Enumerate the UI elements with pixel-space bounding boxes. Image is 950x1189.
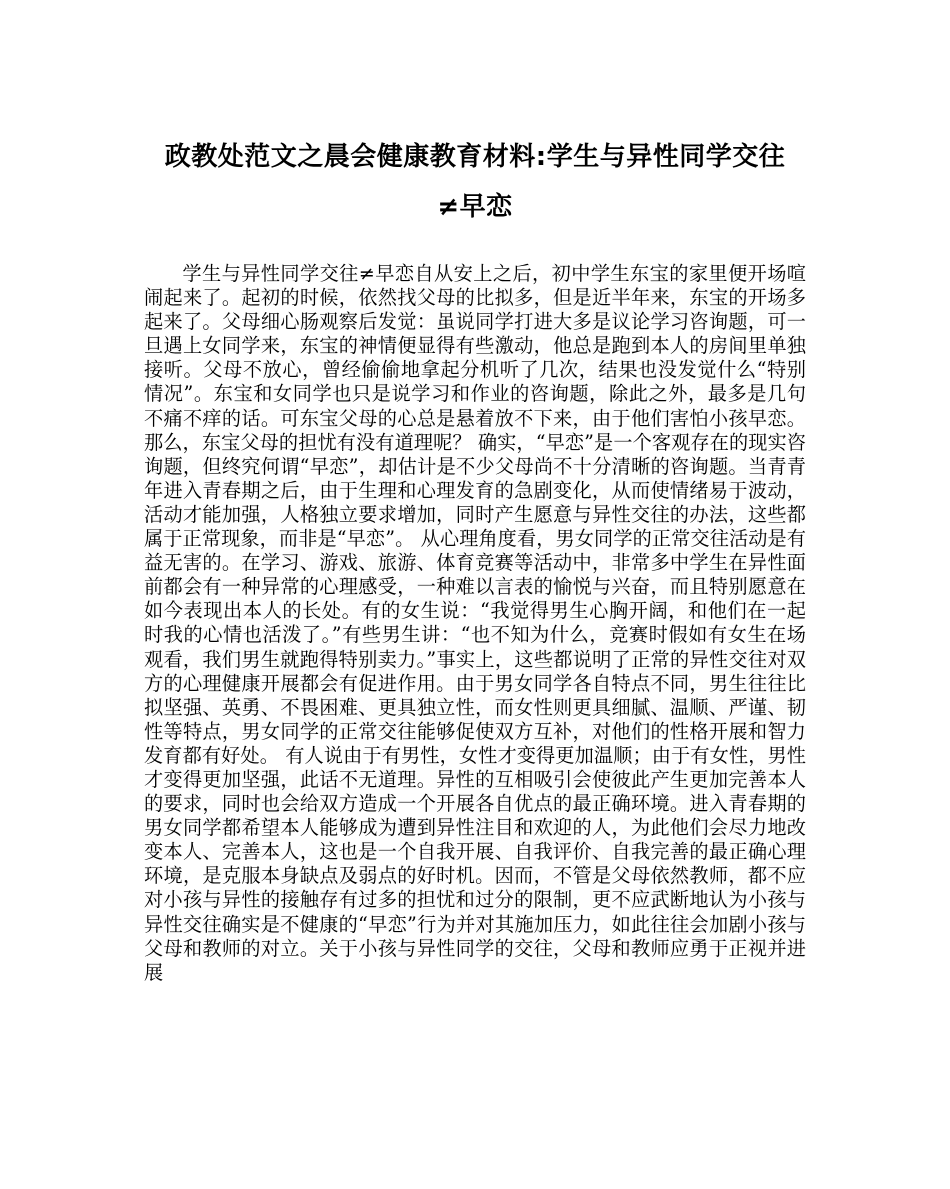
title-line-1: 政教处范文之晨会健康教育材料:学生与异性同学交往 [164,142,786,172]
body-paragraph: 学生与异性同学交往≠早恋自从安上之后，初中学生东宝的家里便开场喧闹起来了。起初的时候，依然找父母的比拟多，但是近半年来，东宝的开场多起来了。父母细心肠观察后发觉：虽说同学打进大多是议论学习咨询题，可一旦遇上女同学来，东宝的神情便显得有些激动，他总是跑到本人的房间里单独接听。父母不放心，曾经偷偷地拿起分机听了几次，结果也没发觉什么“特别情况”。东宝和女同学也只是说学习和作业的咨询题，除此之外，最多是几句不痛不痒的话。可东宝父母的心总是悬着放不下来，由于他们害怕小孩早恋。 那么，东宝父母的担忧有没有道理呢？ 确实，“早恋”是一个客观存在的现实咨询题，但终究何谓“早恋”，却估计是不少父母尚不十分清晰的咨询题。当青青年进入青春期之后，由于生理和心理发育的急剧变化，从而使情绪易于波动，活动才能加强，人格独立要求增加，同时产生愿意与异性交往的办法，这些都属于正常现象，而非是“早恋”。 从心理角度看，男女同学的正常交往活动是有益无害的。在学习、游戏、旅游、体育竞赛等活动中，非常多中学生在异性面前都会有一种异常的心理感受，一种难以言表的愉悦与兴奋，而且特别愿意在如今表现出本人的长处。有的女生说：“我觉得男生心胸开阔，和他们在一起时我的心情也活泼了。”有些男生讲：“也不知为什么，竞赛时假如有女生在场观看，我们男生就跑得特别卖力。”事实上，这些都说明了正常的异性交往对双方的心理健康开展都会有促进作用。由于男女同学各自特点不同，男生往往比拟坚强、英勇、不畏困难、更具独立性，而女性则更具细腻、温顺、严谨、韧性等特点，男女同学的正常交往能够促使双方互补，对他们的性格开展和智力发育都有好处。 有人说由于有男性，女性才变得更加温顺；由于有女性，男性才变得更加坚强，此话不无道理。异性的互相吸引会使彼此产生更加完善本人的要求，同时也会给双方造成一个开展各自优点的最正确环境。进入青春期的男女同学都希望本人能够成为遭到异性注目和欢迎的人，为此他们会尽力地改变本人、完善本人，这也是一个自我开展、自我评价、自我完善的最正确心理环境，是克服本身缺点及弱点的好时机。因而，不管是父母依然教师，都不应对小孩与异性的接触存有过多的担忧和过分的限制，更不应武断地认为小孩与异性交往确实是不健康的“早恋”行为并对其施加压力，如此往往会加剧小孩与父母和教师的对立。关于小孩与异性同学的交往，父母和教师应勇于正视并进展 [144,262,806,984]
title-line-2: ≠早恋 [437,192,513,222]
document-title [140,132,810,232]
